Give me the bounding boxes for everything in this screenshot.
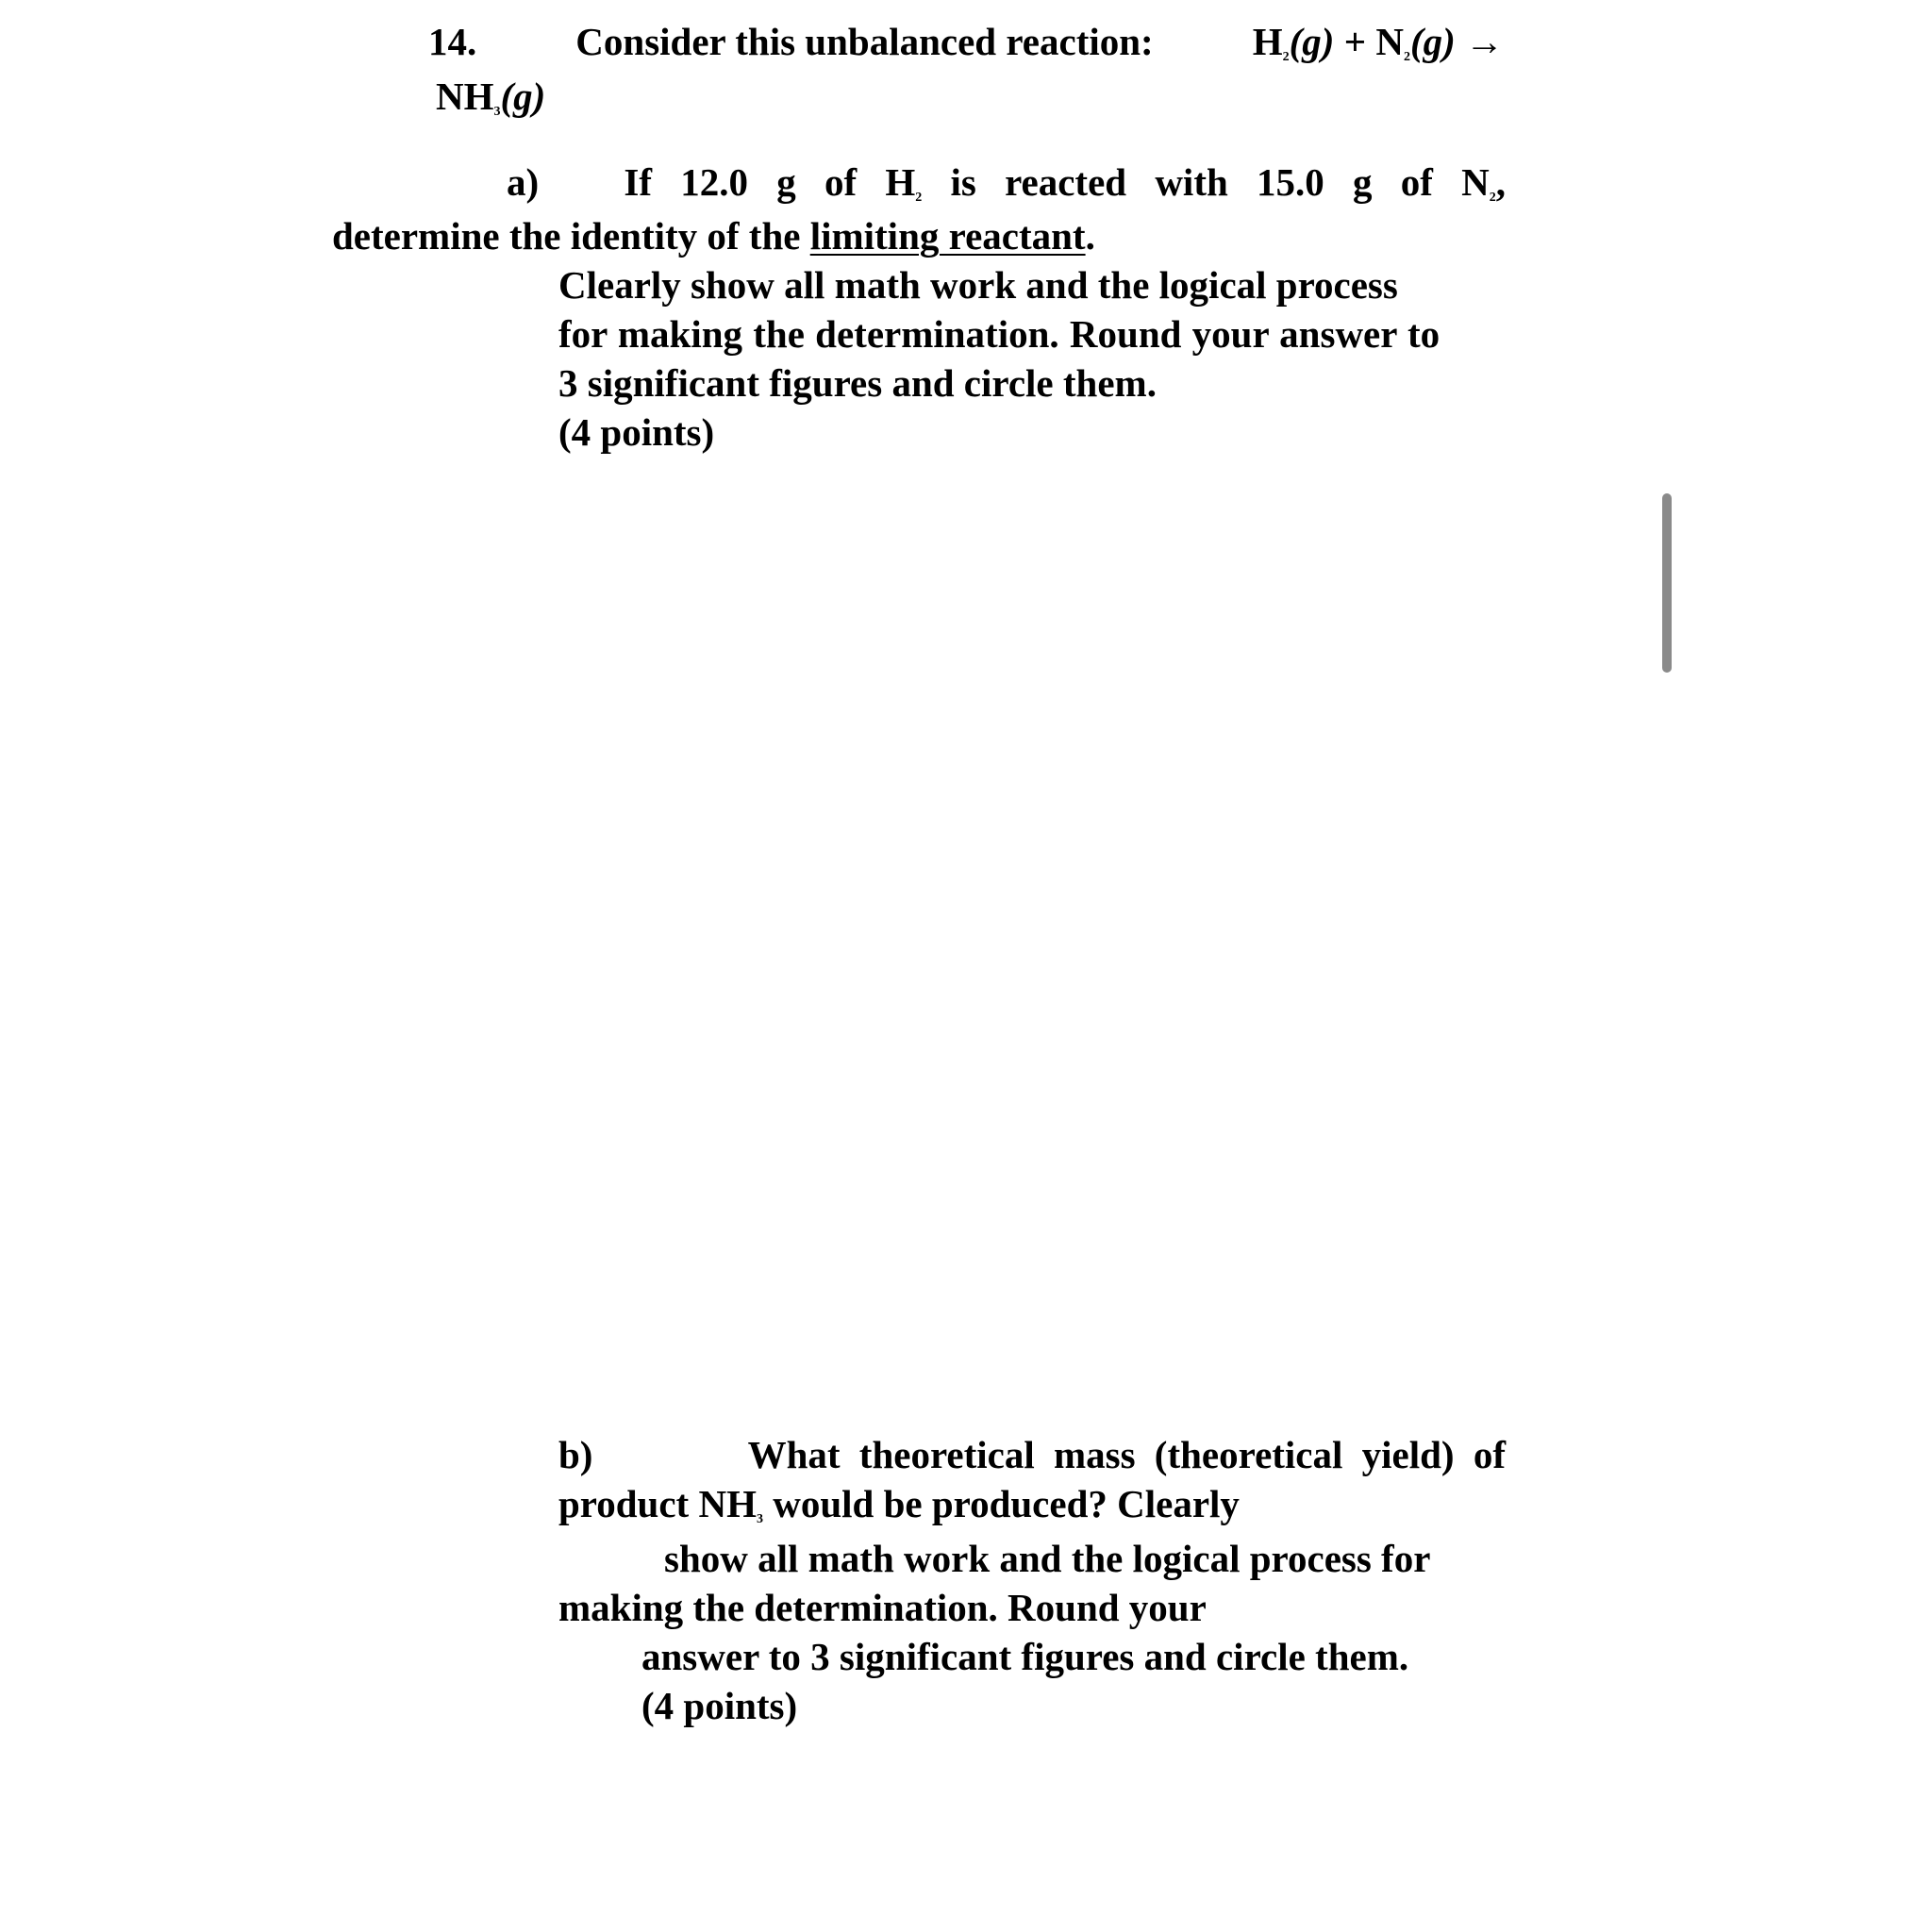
part-b-line4: making the determination. Round your: [558, 1586, 1207, 1629]
part-a-line3: Clearly show all math work and the logical process: [558, 263, 1398, 307]
part-b-line5: answer to 3 significant figures and circle them.: [641, 1635, 1409, 1678]
limiting-reactant-term: limiting reactant: [809, 214, 1086, 258]
reaction-equation: $H_2(g) + N_2(g)$ →: [1252, 20, 1504, 64]
part-a-line4: for making the determination. Round your answer to: [558, 312, 1441, 356]
part-b-label: b): [558, 1433, 593, 1476]
part-b-line1: b) What theoretical mass (theoretical yield) of: [558, 1430, 1506, 1479]
part-a-line1: a) If 12.0 g of $H_2$ is reacted with 15.0 g of $N_2$,: [507, 158, 1506, 207]
question-lead: Consider this unbalanced reaction:: [575, 20, 1154, 63]
question-number: 14.: [428, 20, 477, 63]
part-b-line2: product $NH_3$ would be produced? Clearly: [558, 1482, 1240, 1526]
question-14-line1: [428, 17, 1504, 66]
part-a-line2: determine the identity of the limiting reactant.: [332, 214, 1095, 258]
reaction-arrow: →: [1465, 20, 1504, 63]
part-a-points: (4 points): [558, 410, 715, 454]
vertical-scrollbar[interactable]: [1662, 493, 1672, 673]
reaction-product: $NH_3(g)$: [436, 75, 546, 119]
part-a-line5: 3 significant figures and circle them.: [558, 361, 1157, 405]
part-b-line3: show all math work and the logical process for: [664, 1537, 1431, 1580]
part-b-points: (4 points): [641, 1684, 798, 1727]
part-a-label: a): [507, 160, 540, 204]
